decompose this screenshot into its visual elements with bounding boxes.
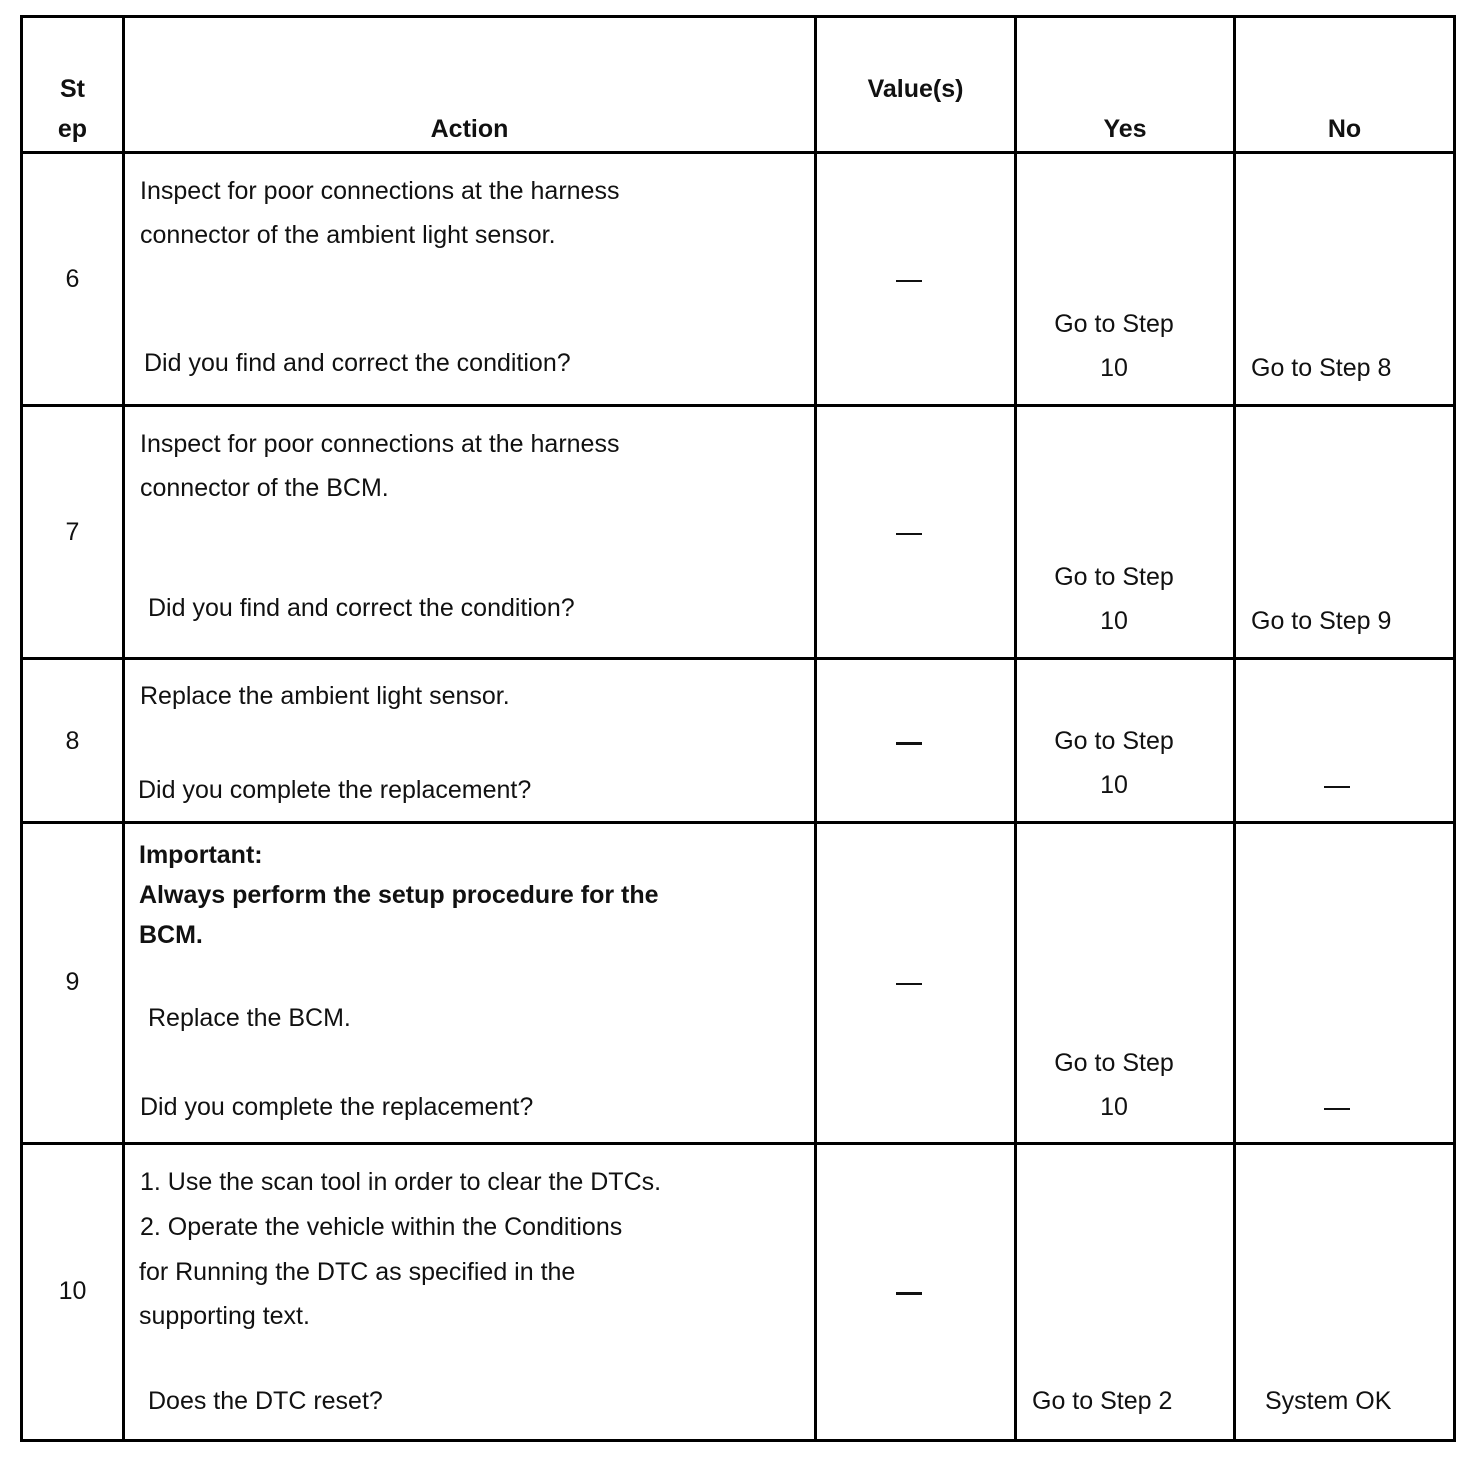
action-text: supporting text. <box>139 1302 310 1330</box>
step-number: 8 <box>65 727 80 755</box>
action-text: for Running the DTC as specified in the <box>139 1258 576 1286</box>
value-dash <box>896 983 922 985</box>
action-list-item: 2. Operate the vehicle within the Conditions <box>140 1213 623 1241</box>
value-dash <box>896 533 922 535</box>
value-dash <box>896 280 922 282</box>
action-text: connector of the BCM. <box>140 474 389 502</box>
action-question: Does the DTC reset? <box>148 1387 383 1415</box>
step-number: 9 <box>65 968 80 996</box>
column-divider <box>122 15 125 1442</box>
yes-action: Go to Step <box>1054 1049 1174 1077</box>
no-dash <box>1324 1108 1350 1110</box>
action-text: Replace the BCM. <box>148 1004 351 1032</box>
value-dash <box>896 1292 922 1295</box>
table-border-bottom <box>20 1439 1456 1442</box>
important-note: BCM. <box>139 921 203 949</box>
header-step-line2: ep <box>57 115 88 143</box>
action-text: Replace the ambient light sensor. <box>140 682 510 710</box>
yes-action: 10 <box>1100 354 1128 382</box>
row-divider <box>20 404 1456 407</box>
important-label: Important: <box>139 841 263 869</box>
yes-action: Go to Step 2 <box>1032 1387 1173 1415</box>
header-action: Action <box>430 115 509 143</box>
header-no: No <box>1327 115 1362 143</box>
yes-action: 10 <box>1100 607 1128 635</box>
header-yes: Yes <box>1103 115 1147 143</box>
header-values: Value(s) <box>867 75 964 103</box>
yes-action: Go to Step <box>1054 563 1174 591</box>
action-text: connector of the ambient light sensor. <box>140 221 556 249</box>
row-divider <box>20 1142 1456 1145</box>
column-divider <box>814 15 817 1442</box>
action-list-item: 1. Use the scan tool in order to clear the DTCs. <box>140 1168 662 1196</box>
yes-action: Go to Step <box>1054 310 1174 338</box>
no-action: System OK <box>1265 1387 1392 1415</box>
important-note: Always perform the setup procedure for the <box>139 881 659 909</box>
table-border-right <box>1453 15 1456 1442</box>
header-divider <box>20 151 1456 154</box>
diagnostic-table <box>20 15 1456 1442</box>
header-step <box>23 69 122 149</box>
row-divider <box>20 821 1456 824</box>
no-dash <box>1324 786 1350 788</box>
action-text: Inspect for poor connections at the harness <box>140 177 620 205</box>
action-question: Did you find and correct the condition? <box>148 594 575 622</box>
action-question: Did you complete the replacement? <box>138 776 532 804</box>
no-action: Go to Step 9 <box>1251 607 1392 635</box>
action-text: Inspect for poor connections at the harness <box>140 430 620 458</box>
step-number: 10 <box>58 1277 87 1305</box>
yes-action: 10 <box>1100 771 1128 799</box>
step-number: 6 <box>65 265 80 293</box>
yes-action: 10 <box>1100 1093 1128 1121</box>
action-question: Did you find and correct the condition? <box>144 349 571 377</box>
header-step-line1: St <box>60 75 85 103</box>
yes-action: Go to Step <box>1054 727 1174 755</box>
action-question: Did you complete the replacement? <box>140 1093 534 1121</box>
column-divider <box>1233 15 1236 1442</box>
row-divider <box>20 657 1456 660</box>
no-action: Go to Step 8 <box>1251 354 1392 382</box>
step-number: 7 <box>65 518 80 546</box>
table-border-top <box>20 15 1456 18</box>
value-dash <box>896 742 922 745</box>
